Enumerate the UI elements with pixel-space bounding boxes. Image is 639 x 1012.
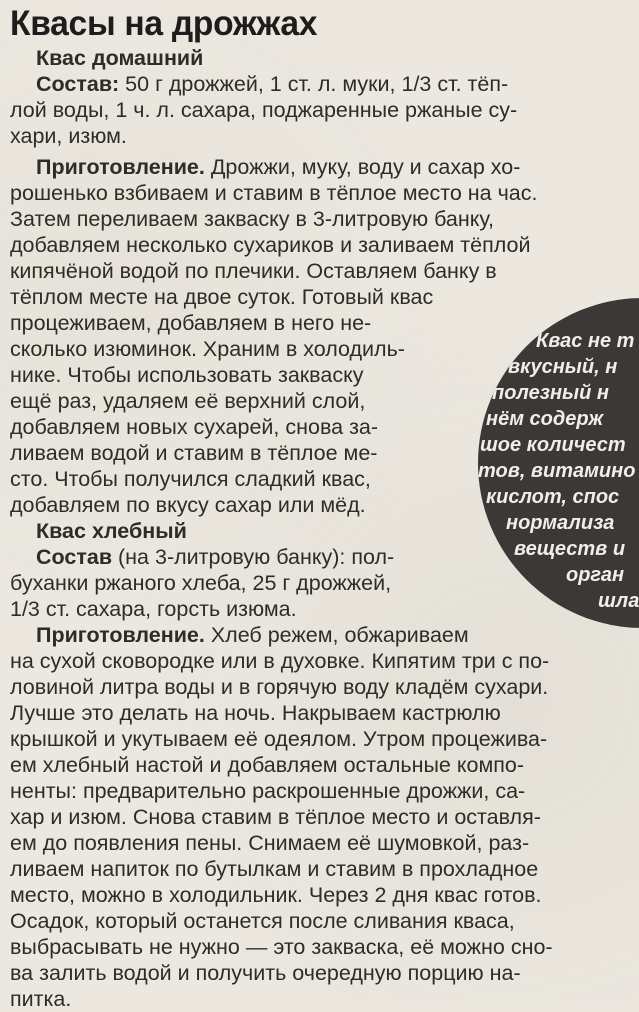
section2-ingredients-text: (на 3-литровую банку): пол- — [112, 545, 395, 569]
section2-prep-line: ливаем напиток по бутылкам и ставим в прохладное — [10, 857, 539, 881]
section2-prep-line: ва залить водой и получить очередную порцию на- — [10, 961, 521, 985]
section1-prep-text: Дрожжи, муку, воду и сахар хо- — [204, 155, 521, 179]
section2-prep-line: место, можно в холодильник. Через 2 дня квас готов. — [10, 883, 542, 907]
section2-prep-line: крышкой и укутываем её одеялом. Утром процежива- — [10, 727, 548, 751]
section1-prep-line: ливаем водой и ставим в тёплое ме- — [10, 441, 378, 465]
section1-prep-line: рошенько взбиваем и ставим в тёплое место на час. — [10, 181, 538, 205]
callout-line: тов, витамино — [478, 460, 636, 482]
section1-ingredients-line — [36, 71, 508, 97]
section2-prep-label: Приготовление. — [36, 623, 205, 647]
section2-ingredients-label: Состав — [36, 545, 113, 569]
section2-prep-line: Осадок, который останется после сливания кваса, — [10, 909, 515, 933]
section2-ingredients-line2: буханки ржаного хлеба, 25 г дрожжей, — [10, 571, 392, 595]
section1-prep-line: сколько изюминок. Храним в холодиль- — [10, 337, 405, 361]
page-title: Квасы на дрожжах — [10, 4, 318, 43]
callout-circle — [478, 298, 639, 628]
section2-prep-line — [36, 622, 469, 648]
callout-line: нормализа — [506, 512, 615, 534]
section1-prep-line: Затем переливаем закваску в 3-литровую банку, — [10, 207, 494, 231]
section1-prep-line — [36, 154, 520, 180]
section2-prep-line: ловиной литра воды и в горячую воду кладём сухари. — [10, 675, 549, 699]
section1-ingredients-line2: лой воды, 1 ч. л. сахара, поджаренные ржаные су- — [10, 98, 518, 122]
callout-line: шое количест — [480, 434, 626, 456]
section2-prep-text: Хлеб режем, обжариваем — [204, 623, 469, 647]
callout-line: вкусный, н — [508, 356, 618, 378]
section2-prep-line: ненты: предварительно раскрошенные дрожжи, са- — [10, 779, 526, 803]
section1-prep-line: тёплом месте на двое суток. Готовый квас — [10, 285, 434, 309]
section1-prep-line: добавляем новых сухарей, снова за- — [10, 415, 379, 439]
section1-prep-label: Приготовление. — [36, 155, 205, 179]
section2-prep-line: питка. — [10, 987, 72, 1011]
callout-line: полезный н — [492, 382, 609, 404]
section2-prep-line: на сухой сковородке или в духовке. Кипятим три с по- — [10, 649, 550, 673]
section2-prep-line: ем хлебный настой и добавляем остальные компо- — [10, 753, 524, 777]
section1-prep-line: сто. Чтобы получился сладкий квас, — [10, 467, 371, 491]
section2-heading: Квас хлебный — [36, 519, 187, 543]
section2-prep-line: Лучше это делать на ночь. Накрываем кастрюлю — [10, 701, 501, 725]
section1-prep-line: кипячёной водой по плечики. Оставляем банку в — [10, 259, 497, 283]
callout-line: орган — [566, 564, 625, 586]
section2-prep-line: ем до появления пены. Снимаем её шумовкой, раз- — [10, 831, 530, 855]
section1-ingredients-text: 50 г дрожжей, 1 ст. л. муки, 1/3 ст. тёп- — [119, 72, 509, 96]
section2-ingredients-line — [36, 544, 394, 570]
callout-line: кислот, спос — [486, 486, 620, 508]
section2-prep-line: выбрасывать не нужно — это закваска, её можно сно- — [10, 935, 553, 959]
callout-line: Квас не т — [536, 330, 635, 352]
section1-prep-line: ещё раз, удаляем её верхний слой, — [10, 389, 366, 413]
callout-line: шла — [598, 590, 639, 612]
section1-ingredients-label: Состав: — [36, 72, 120, 96]
section1-prep-line: процеживаем, добавляем в него не- — [10, 311, 372, 335]
section2-prep-line: хар и изюм. Снова ставим в тёплое место и оставля- — [10, 805, 541, 829]
section1-prep-line: добавляем по вкусу сахар или мёд. — [10, 493, 366, 517]
section1-heading: Квас домашний — [36, 46, 204, 70]
section1-ingredients-line3: хари, изюм. — [10, 124, 127, 148]
section2-ingredients-line3: 1/3 ст. сахара, горсть изюма. — [10, 597, 297, 621]
callout-line: веществ и — [514, 538, 626, 560]
callout-line: нём содерж — [486, 408, 604, 430]
section1-prep-line: нике. Чтобы использовать закваску — [10, 363, 364, 387]
section1-prep-line: добавляем несколько сухариков и заливаем тёплой — [10, 233, 531, 257]
